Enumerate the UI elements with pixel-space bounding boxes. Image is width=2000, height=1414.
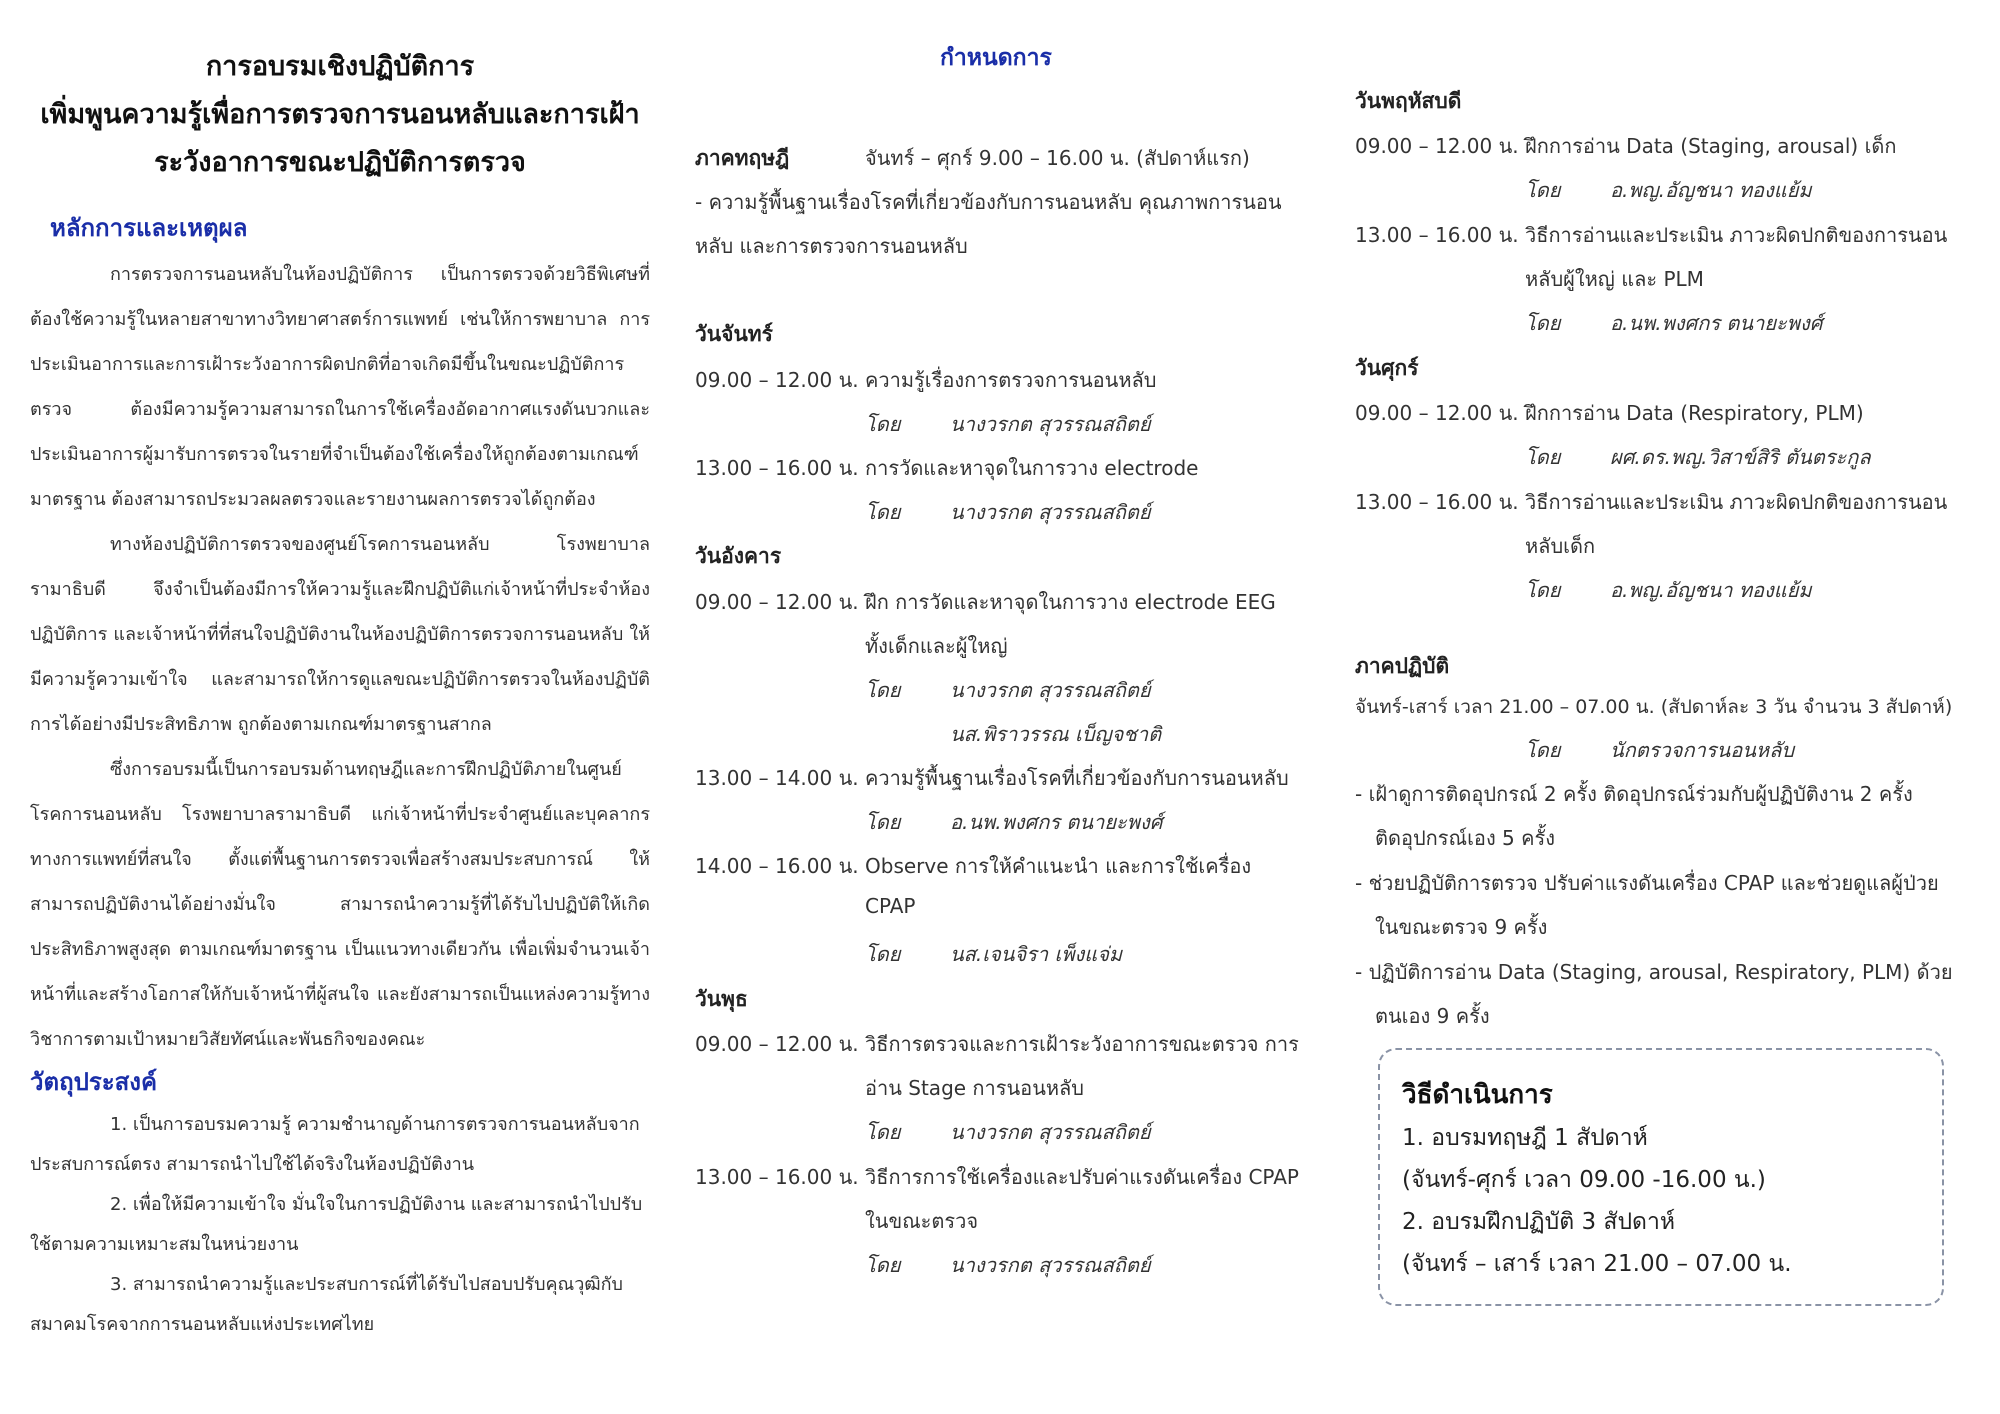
practice-item-2-line-1: - ช่วยปฏิบัติการตรวจ ปรับค่าแรงดันเครื่อง CPAP และช่วยดูแลผู้ป่วย	[1355, 871, 1939, 895]
day-tuesday: วันอังคาร	[695, 544, 782, 568]
monday-session-1-speaker: นางวรกต สุวรรณสถิตย์	[950, 412, 1151, 436]
doc-title-line-2: เพิ่มพูนความรู้เพื่อการตรวจการนอนหลับและการเฝ้า	[40, 99, 640, 130]
tuesday-session-1-speaker-2: นส.พิราวรรณ เบ็ญจชาติ	[950, 722, 1162, 746]
wednesday-session-2-topic-line-1: วิธีการการใช้เครื่องและปรับค่าแรงดันเครื่อง CPAP	[865, 1165, 1299, 1189]
friday-session-2-topic-line-1: วิธีการอ่านและประเมิน ภาวะผิดปกติของการนอน	[1525, 490, 1948, 514]
objective-3: 3. สามารถนำความรู้และประสบการณ์ที่ได้รับไปสอบปรับคุณวุฒิกับสมาคมโรคจากการนอนหลับแห่งประเทศไทย	[30, 1274, 623, 1335]
monday-session-2-speaker: นางวรกต สุวรรณสถิตย์	[950, 500, 1151, 524]
tuesday-session-1-time: 09.00 – 12.00 น.	[695, 590, 859, 614]
practice-supervisor: นักตรวจการนอนหลับ	[1610, 738, 1795, 762]
by-label: โดย	[865, 412, 901, 436]
friday-session-2-topic-line-2: หลับเด็ก	[1525, 534, 1596, 558]
method-box	[1378, 1048, 1944, 1306]
doc-title-line-3: ระวังอาการขณะปฏิบัติการตรวจ	[154, 147, 526, 178]
method-line-4: (จันทร์ – เสาร์ เวลา 21.00 – 07.00 น.	[1402, 1251, 1792, 1277]
by-label: โดย	[1525, 738, 1561, 762]
day-friday: วันศุกร์	[1355, 356, 1419, 380]
by-label: โดย	[1525, 178, 1561, 202]
practice-item-3-line-1: - ปฏิบัติการอ่าน Data (Staging, arousal, Respiratory, PLM) ด้วย	[1355, 960, 1953, 984]
wednesday-session-1-speaker: นางวรกต สุวรรณสถิตย์	[950, 1120, 1151, 1144]
method-line-2: (จันทร์-ศุกร์ เวลา 09.00 -16.00 น.)	[1402, 1167, 1766, 1193]
thursday-session-2-topic-line-2: หลับผู้ใหญ่ และ PLM	[1525, 267, 1704, 291]
method-title: วิธีดำเนินการ	[1402, 1080, 1553, 1110]
principles-paragraph-2: ทางห้องปฏิบัติการตรวจของศูนย์โรคการนอนหลับ โรงพยาบาลรามาธิบดี จึงจำเป็นต้องมีการให้ความรู้และฝึกปฏิบัติแก่เจ้าหน้าที่ประจำห้องปฏิบัติการ และเจ้าหน้าที่ที่สนใจปฏิบัติงานในห้องปฏิบัติการตรวจการนอนหลับ ให้มีความรู้ความเข้าใจ และสามารถให้การดูแลขณะปฏิบัติการตรวจในห้องปฏิบัติการได้อย่างมีประสิทธิภาพ ถูกต้องตามเกณฑ์มาตรฐานสากล	[30, 534, 650, 735]
monday-session-2-time: 13.00 – 16.00 น.	[695, 456, 859, 480]
practice-item-3-line-2: ตนเอง 9 ครั้ง	[1375, 1004, 1490, 1028]
theory-desc-line-1: - ความรู้พื้นฐานเรื่องโรคที่เกี่ยวข้องกับการนอนหลับ คุณภาพการนอน	[695, 190, 1282, 214]
wednesday-session-2-topic-line-2: ในขณะตรวจ	[865, 1209, 979, 1233]
tuesday-session-3-topic-line-1: Observe การให้คำแนะนำ และการใช้เครื่อง	[865, 854, 1252, 878]
thursday-session-2-time: 13.00 – 16.00 น.	[1355, 223, 1519, 247]
practice-label: ภาคปฏิบัติ	[1355, 654, 1450, 678]
friday-session-1-speaker: ผศ.ดร.พญ.วิสาข์สิริ ตันตระกูล	[1610, 445, 1871, 469]
by-label: โดย	[865, 1253, 901, 1277]
tuesday-session-3-time: 14.00 – 16.00 น.	[695, 854, 859, 878]
tuesday-session-1-topic-line-1: ฝึก การวัดและหาจุดในการวาง electrode EEG	[865, 590, 1276, 614]
tuesday-session-2-speaker: อ.นพ.พงศกร ตนายะพงศ์	[950, 810, 1163, 834]
day-thursday: วันพฤหัสบดี	[1355, 89, 1462, 113]
practice-when: จันทร์-เสาร์ เวลา 21.00 – 07.00 น. (สัปดาห์ละ 3 วัน จำนวน 3 สัปดาห์)	[1355, 696, 1953, 718]
theory-when: จันทร์ – ศุกร์ 9.00 – 16.00 น. (สัปดาห์แรก)	[865, 146, 1250, 170]
tuesday-session-2-time: 13.00 – 14.00 น.	[695, 766, 859, 790]
by-label: โดย	[865, 942, 901, 966]
by-label: โดย	[1525, 578, 1561, 602]
theory-desc-line-2: หลับ และการตรวจการนอนหลับ	[695, 234, 968, 258]
thursday-session-2-speaker: อ.นพ.พงศกร ตนายะพงศ์	[1610, 311, 1823, 335]
friday-session-1-topic: ฝึกการอ่าน Data (Respiratory, PLM)	[1525, 401, 1864, 425]
tuesday-session-3-speaker: นส.เจนจิรา เพ็งแจ่ม	[950, 942, 1123, 966]
day-wednesday: วันพุธ	[695, 987, 748, 1011]
friday-session-1-time: 09.00 – 12.00 น.	[1355, 401, 1519, 425]
monday-session-2-topic: การวัดและหาจุดในการวาง electrode	[865, 456, 1199, 480]
objective-1: 1. เป็นการอบรมความรู้ ความชำนาญด้านการตรวจการนอนหลับจากประสบการณ์ตรง สามารถนำไปใช้ได้จริงในห้องปฏิบัติงาน	[30, 1114, 640, 1175]
tuesday-session-1-speaker-1: นางวรกต สุวรรณสถิตย์	[950, 678, 1151, 702]
by-label: โดย	[865, 500, 901, 524]
thursday-session-1-topic: ฝึกการอ่าน Data (Staging, arousal) เด็ก	[1525, 134, 1897, 158]
wednesday-session-2-time: 13.00 – 16.00 น.	[695, 1165, 859, 1189]
wednesday-session-2-speaker: นางวรกต สุวรรณสถิตย์	[950, 1253, 1151, 1277]
practice-item-1-line-1: - เฝ้าดูการติดอุปกรณ์ 2 ครั้ง ติดอุปกรณ์ร่วมกับผู้ปฏิบัติงาน 2 ครั้ง	[1355, 782, 1913, 806]
tuesday-session-1-topic-line-2: ทั้งเด็กและผู้ใหญ่	[865, 634, 1008, 658]
method-line-1: 1. อบรมทฤษฎี 1 สัปดาห์	[1402, 1125, 1648, 1151]
doc-title-line-1: การอบรมเชิงปฏิบัติการ	[205, 51, 475, 82]
principles-paragraph-3: ซึ่งการอบรมนี้เป็นการอบรมด้านทฤษฎีและการฝึกปฏิบัติภายในศูนย์โรคการนอนหลับ โรงพยาบาลรามาธิบดี แก่เจ้าหน้าที่ประจำศูนย์และบุคลากรทางการแพทย์ที่สนใจ ตั้งแต่พื้นฐานการตรวจเพื่อสร้างสมประสบการณ์ ให้สามารถปฏิบัติงานได้อย่างมั่นใจ สามารถนำความรู้ที่ได้รับไปปฏิบัติให้เกิดประสิทธิภาพสูงสุด ตามเกณฑ์มาตรฐาน เป็นแนวทางเดียวกัน เพื่อเพิ่มจำนวนเจ้าหน้าที่และสร้างโอกาสให้กับเจ้าหน้าที่ผู้สนใจ และยังสามารถเป็นแหล่งความรู้ทางวิชาการตามเป้าหมายวิสัยทัศน์และพันธกิจของคณะ	[30, 759, 650, 1050]
by-label: โดย	[865, 810, 901, 834]
practice-item-1-line-2: ติดอุปกรณ์เอง 5 ครั้ง	[1375, 826, 1556, 850]
wednesday-session-1-topic-line-2: อ่าน Stage การนอนหลับ	[865, 1076, 1084, 1100]
thursday-session-1-speaker: อ.พญ.อัญชนา ทองแย้ม	[1610, 178, 1812, 202]
objectives-heading: วัตถุประสงค์	[30, 1068, 158, 1096]
thursday-session-1-time: 09.00 – 12.00 น.	[1355, 134, 1519, 158]
principles-heading: หลักการและเหตุผล	[50, 214, 248, 242]
wednesday-session-1-topic-line-1: วิธีการตรวจและการเฝ้าระวังอาการขณะตรวจ การ	[865, 1032, 1299, 1056]
principles-paragraph-1: การตรวจการนอนหลับในห้องปฏิบัติการ เป็นการตรวจด้วยวิธีพิเศษที่ต้องใช้ความรู้ในหลายสาขาทางวิทยาศาสตร์การแพทย์ เช่นให้การพยาบาล การประเมินอาการและการเฝ้าระวังอาการผิดปกติที่อาจเกิดมีขึ้นในขณะปฏิบัติการตรวจ ต้องมีความรู้ความสามารถในการใช้เครื่องอัดอากาศแรงดันบวกและประเมินอาการผู้มารับการตรวจในรายที่จำเป็นต้องใช้เครื่องให้ถูกต้องตามเกณฑ์มาตรฐาน ต้องสามารถประมวลผลตรวจและรายงานผลการตรวจได้ถูกต้อง	[30, 264, 650, 510]
theory-label: ภาคทฤษฎี	[695, 146, 790, 170]
method-line-3: 2. อบรมฝึกปฏิบัติ 3 สัปดาห์	[1402, 1209, 1676, 1235]
monday-session-1-topic: ความรู้เรื่องการตรวจการนอนหลับ	[865, 368, 1157, 392]
monday-session-1-time: 09.00 – 12.00 น.	[695, 368, 859, 392]
by-label: โดย	[1525, 445, 1561, 469]
friday-session-2-time: 13.00 – 16.00 น.	[1355, 490, 1519, 514]
by-label: โดย	[865, 1120, 901, 1144]
friday-session-2-speaker: อ.พญ.อัญชนา ทองแย้ม	[1610, 578, 1812, 602]
schedule-heading: กำหนดการ	[940, 45, 1052, 71]
by-label: โดย	[865, 678, 901, 702]
thursday-session-2-topic-line-1: วิธีการอ่านและประเมิน ภาวะผิดปกติของการนอน	[1525, 223, 1948, 247]
tuesday-session-3-topic-line-2: CPAP	[865, 894, 916, 918]
tuesday-session-2-topic: ความรู้พื้นฐานเรื่องโรคที่เกี่ยวข้องกับการนอนหลับ	[865, 766, 1289, 790]
by-label: โดย	[1525, 311, 1561, 335]
objective-2: 2. เพื่อให้มีความเข้าใจ มั่นใจในการปฏิบัติงาน และสามารถนำไปปรับใช้ตามความเหมาะสมในหน่วยงาน	[30, 1194, 643, 1255]
wednesday-session-1-time: 09.00 – 12.00 น.	[695, 1032, 859, 1056]
day-monday: วันจันทร์	[695, 322, 773, 346]
practice-item-2-line-2: ในขณะตรวจ 9 ครั้ง	[1375, 915, 1548, 939]
